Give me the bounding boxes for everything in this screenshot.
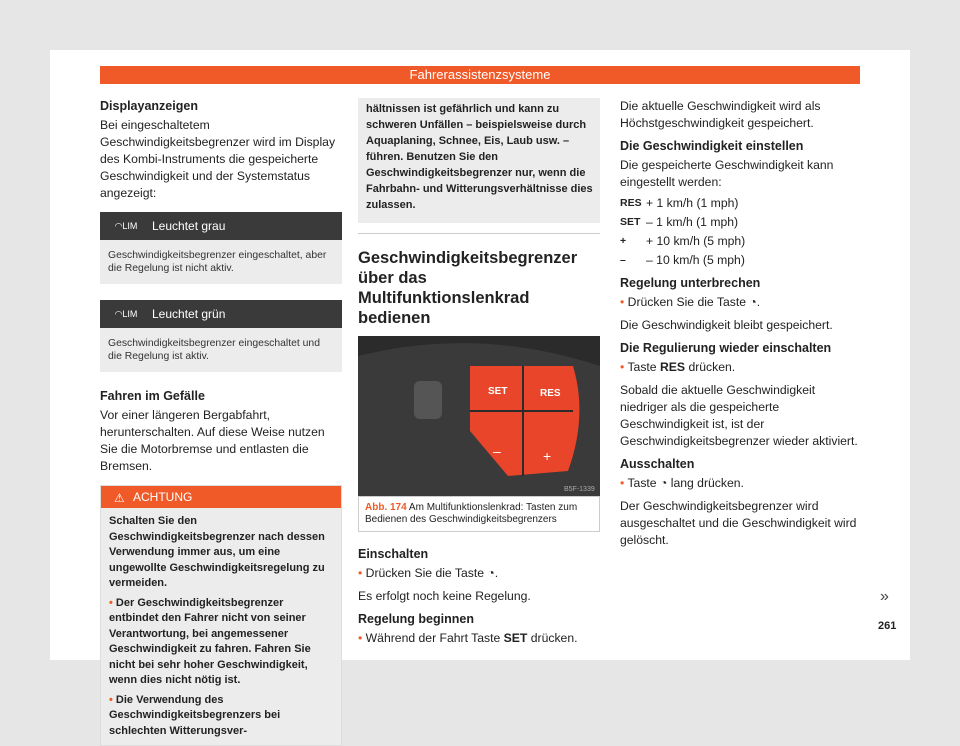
column-3: Die aktuelle Geschwindigkeit wird als Höchstgeschwindigkeit gespeichert. Die Geschwindigkeit einstellen Die gespeicherte Geschwindigkeit kann eingestellt werden: RES + 1 km/h (1 mph) SET – 1 km/h (1 mph) + + 10 km/h (5 mph) – – 10 km/h (5 mph) Regelung unterbrechen • Drücken Sie die Taste ◔. Die Geschwindigkeit bleibt gespeichert. Die Regulierung wieder einschalten • Taste RES drücken. Sobald die aktuelle Geschwindigkeit niedriger als die gespeicherte Geschwindigkeit ist, ist der Geschwindigkeitsbegrenzer wieder aktiviert. Ausschalten • Taste ◔ lang drücken. Der Geschwindigkeitsbegrenzer wird ausgeschaltet und die Geschwindigkeit wird gelöscht.	[620, 98, 862, 549]
limiter-button-icon: ◔	[487, 566, 495, 580]
column-2: hältnissen ist gefährlich und kann zu schweren Unfällen – beispielsweise durch Aquaplaning, Schnee, Eis, Laub usw. – führen. Benutzen Sie den Geschwindigkeitsbegrenzer nur, wenn die Fahrbahn- und Witterungsverhältnisse dies zulassen. Geschwindigkeitsbegrenzer über das Multifunktionslenkrad bedienen SET RES – + B5F-1339 Abb. 174 Am Multifunktionslenkrad: Tasten zum Bedienen des Geschwindigkeitsbegrenzers Einschalten • Drücken Sie die Taste ◔. Es erfolgt noch keine Regelung. Regelung beginnen • Während der Fahrt Taste SET drücken.	[358, 98, 600, 647]
speed-limiter-icon: ◠LIM	[114, 220, 138, 231]
key-row: + + 10 km/h (5 mph)	[620, 234, 746, 248]
status-box-grey-body: Geschwindigkeitsbegrenzer eingeschaltet, aber die Regelung ist nicht aktiv.	[100, 240, 342, 284]
limiter-button-icon: ◔	[659, 476, 668, 490]
heading-einstellen: Die Geschwindigkeit einstellen	[620, 139, 804, 153]
column-1	[100, 98, 342, 746]
warning-body: Schalten Sie den Geschwindigkeitsbegrenzer nach dessen Verwendung immer aus, um eine ungewollte Geschwindigkeitsregelung zu vermeiden. • Der Geschwindigkeitsbegrenzer entbindet den Fahrer nicht von seiner Verantwortung, bei angemessener Geschwindigkeit zu fahren. Fahren Sie nicht bei sehr hoher Geschwindigkeit, wenn dies nicht nötig ist. • Die Verwendung des Geschwindigkeitsbegrenzers bei schlechten Witterungsver-	[101, 508, 341, 745]
speed-limiter-icon: ◠LIM	[114, 308, 138, 319]
figure-caption: Abb. 174 Am Multifunktionslenkrad: Tasten zum Bedienen des Geschwindigkeitsbegrenzers	[358, 496, 600, 532]
steering-wheel-illustration	[358, 336, 600, 496]
status-box-grey-header: ◠LIM Leuchtet grau	[100, 212, 342, 240]
heading-regelung-beginnen: Regelung beginnen	[358, 612, 474, 626]
paragraph: Vor einer längeren Bergabfahrt, herunterschalten. Auf diese Weise nutzen Sie die Motorbremse und entlasten die Bremsen.	[100, 408, 325, 473]
page-number: 261	[878, 620, 897, 632]
set-key-icon: SET	[503, 631, 528, 645]
heading-wieder-einschalten: Die Regulierung wieder einschalten	[620, 341, 832, 355]
heading-gefaelle: Fahren im Gefälle	[100, 389, 205, 403]
warning-icon: ⚠	[114, 491, 125, 505]
warning-box	[100, 485, 342, 746]
figure-code: B5F-1339	[564, 486, 595, 493]
warning-header: ⚠ ACHTUNG	[101, 486, 341, 508]
warning-continuation: hältnissen ist gefährlich und kann zu schweren Unfällen – beispielsweise durch Aquaplaning, Schnee, Eis, Laub usw. – führen. Benutzen Sie den Geschwindigkeitsbegrenzer nur, wenn die Fahrbahn- und Witterungsverhältnisse dies zulassen.	[358, 98, 600, 223]
key-row: – – 10 km/h (5 mph)	[620, 253, 745, 267]
res-key-icon: RES	[659, 360, 686, 374]
key-table	[620, 195, 862, 269]
page-header: Fahrerassistenzsysteme	[100, 66, 860, 84]
heading-einschalten: Einschalten	[358, 547, 429, 561]
status-box-green-body: Geschwindigkeitsbegrenzer eingeschaltet und die Regelung ist aktiv.	[100, 328, 342, 372]
heading-unterbrechen: Regelung unterbrechen	[620, 276, 761, 290]
res-button: RES	[540, 388, 561, 399]
plus-button: +	[543, 448, 552, 464]
section-title: Geschwindigkeitsbegrenzer über das Multifunktionslenkrad bedienen	[358, 233, 600, 328]
key-row: RES + 1 km/h (1 mph)	[620, 196, 739, 210]
limiter-button-icon: ◔	[749, 295, 757, 309]
set-button: SET	[488, 386, 508, 397]
continue-marker: »	[880, 588, 889, 605]
minus-button: –	[493, 443, 501, 459]
heading-displayanzeigen: Displayanzeigen	[100, 99, 198, 113]
status-box-green-header: ◠LIM Leuchtet grün	[100, 300, 342, 328]
heading-ausschalten: Ausschalten	[620, 457, 695, 471]
steering-wheel-figure	[358, 336, 600, 496]
key-row: SET – 1 km/h (1 mph)	[620, 215, 739, 229]
paragraph: Bei eingeschaltetem Geschwindigkeitsbegrenzer wird im Display des Kombi-Instruments die gespeicherte Geschwindigkeit und der Systemstatus angezeigt:	[100, 118, 336, 200]
